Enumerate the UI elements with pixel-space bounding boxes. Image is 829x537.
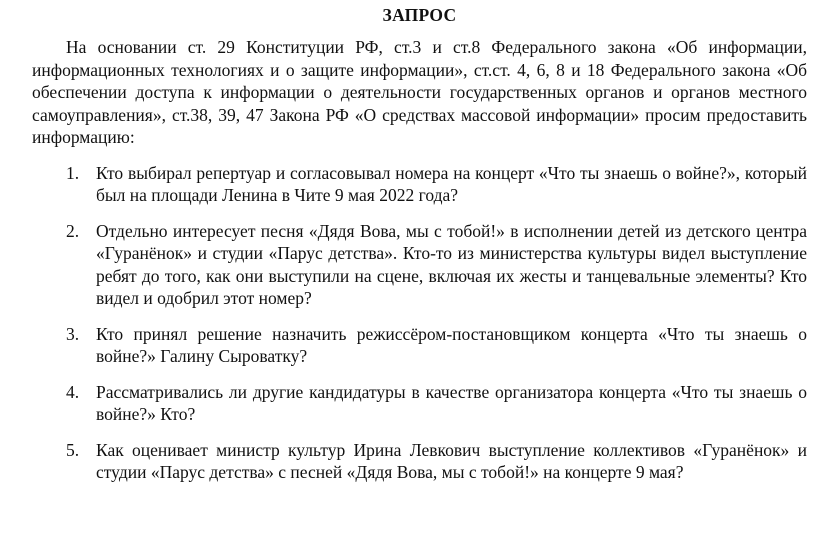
- item-text: Рассматривались ли другие кандидатуры в качестве организатора концерта «Что ты знаешь о войне?» Кто?: [96, 381, 807, 424]
- intro-paragraph: На основании ст. 29 Конституции РФ, ст.3 и ст.8 Федерального закона «Об информации, информационных технологиях и о защите информации», ст.ст. 4, 6, 8 и 18 Федерального закона «Об обеспечении доступа к информации о деятельности государственных органов и органов местного самоуправления», ст.38, 39, 47 Закона РФ «О средствах массовой информации» просим предоставить информацию:: [32, 37, 807, 147]
- item-number: 5.: [66, 439, 80, 460]
- request-list: [32, 162, 807, 484]
- item-number: 3.: [66, 323, 80, 344]
- list-item: [32, 162, 807, 207]
- item-text: Кто выбирал репертуар и согласовывал номера на концерт «Что ты знаешь о войне?», который был на площади Ленина в Чите 9 мая 2022 года?: [96, 162, 807, 205]
- list-item: [32, 220, 807, 310]
- document-title: ЗАПРОС: [382, 5, 457, 25]
- item-text: Отдельно интересует песня «Дядя Вова, мы с тобой!» в исполнении детей из детского центра «Гуранёнок» и студии «Парус детства». Кто-то из министерства культуры видел выступление ребят до того, как они выступили на сцене, включая их жесты и танцевальные элементы? Кто видел и одобрил этот номер?: [96, 220, 807, 308]
- list-item: [32, 381, 807, 426]
- list-item: [32, 439, 807, 484]
- item-text: Как оценивает министр культур Ирина Левкович выступление коллективов «Гуранёнок» и студии «Парус детства» с песней «Дядя Вова, мы с тобой!» на концерте 9 мая?: [96, 439, 807, 482]
- item-number: 2.: [66, 220, 80, 241]
- item-number: 1.: [66, 162, 80, 183]
- item-text: Кто принял решение назначить режиссёром-постановщиком концерта «Что ты знаешь о войне?» Галину Сыроватку?: [96, 323, 807, 366]
- list-item: [32, 323, 807, 368]
- item-number: 4.: [66, 381, 80, 402]
